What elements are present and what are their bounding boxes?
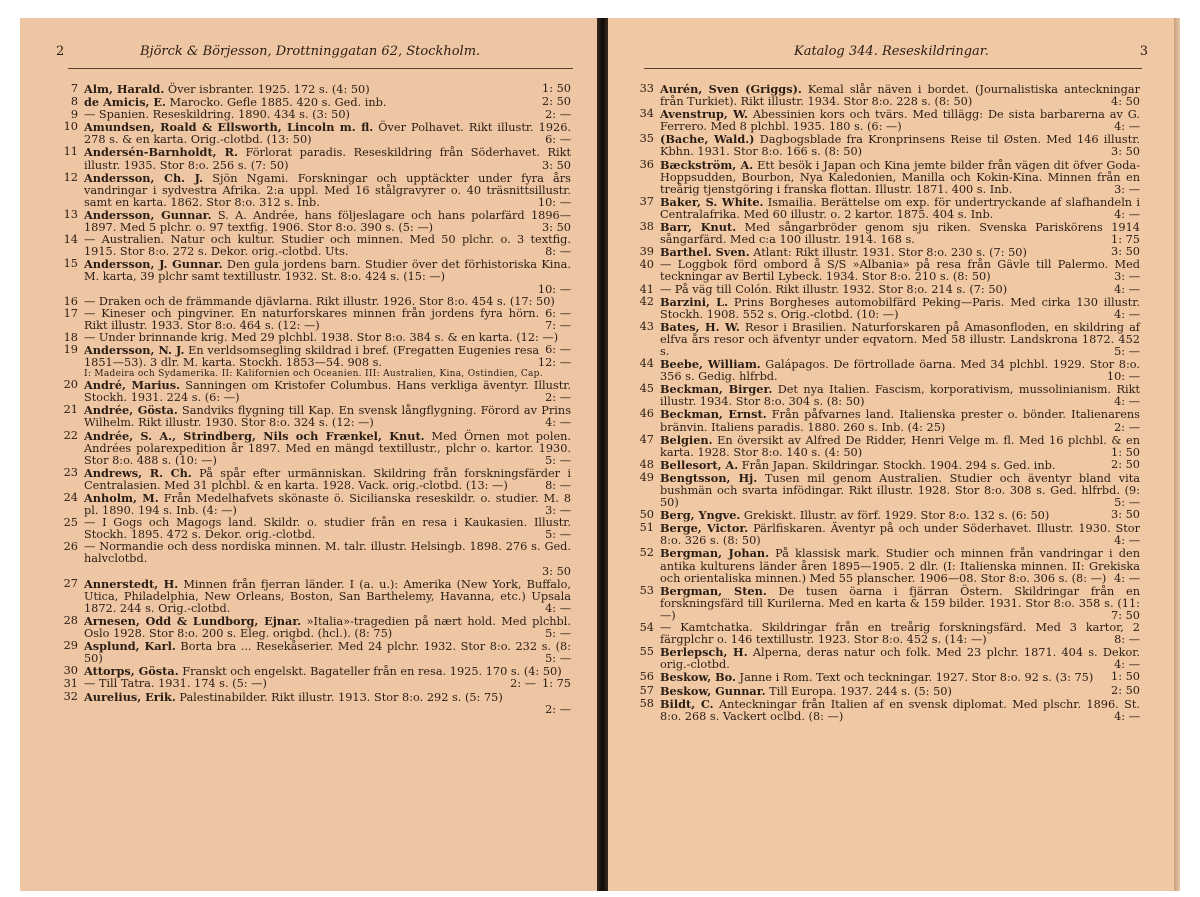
entry-number: 28 <box>63 613 78 627</box>
entry-description: Från Japan. Skildringar. Stockh. 1904. 294 s. Ged. inb. <box>738 458 1056 472</box>
entry-author: André, Marius. <box>84 378 181 393</box>
entry-number: 10 <box>63 120 78 134</box>
entry-number: 35 <box>639 132 654 146</box>
catalog-entry <box>639 645 1142 672</box>
entry-number: 58 <box>639 696 654 710</box>
entry-price: 4: — <box>1114 658 1140 672</box>
catalog-entry <box>639 357 1142 384</box>
entry-number: 43 <box>639 319 654 333</box>
entry-price: 2: 50 <box>1111 683 1140 697</box>
entry-number: 51 <box>639 521 654 535</box>
catalog-entry <box>63 639 573 666</box>
entry-author: Bildt, C. <box>660 696 714 711</box>
catalog-entry <box>639 470 1142 510</box>
entry-number: 34 <box>639 107 654 121</box>
entry-author: Beskow, Bo. <box>660 670 736 685</box>
entry-description: Pärlfiskaren. Äventyr på och under Söderhavet. Illustr. 1930. Stor 8:o. 326 s. (8: 50) <box>660 522 1140 548</box>
entry-number: 26 <box>63 540 78 554</box>
catalog-entry <box>63 689 573 716</box>
entry-price: 2: — <box>545 702 571 716</box>
entry-description: Tusen mil genom Australien. Studier och äventyr bland vita bushmän och svarta infödingar. Rikt illustr. 1928. Stor 8:o. 308 s. Ged. hlfrbd. (9: 50) <box>660 471 1140 510</box>
entry-number: 33 <box>639 82 654 95</box>
entry-price: 1: 50 <box>1111 670 1140 684</box>
entry-number: 20 <box>63 378 78 392</box>
entry-price: 3: — <box>545 504 571 518</box>
entry-author: Beckman, Birger. <box>660 382 773 397</box>
catalog-entry <box>63 576 573 615</box>
entry-number: 29 <box>63 639 78 653</box>
entry-description: — Till Tatra. 1931. 174 s. (5: —) <box>84 677 267 691</box>
entry-author: Baker, S. White. <box>660 194 764 209</box>
catalog-entry <box>639 82 1142 109</box>
entry-author: Berge, Victor. <box>660 521 749 536</box>
book-gutter <box>597 18 608 891</box>
entry-description: Till Europa. 1937. 244 s. (5: 50) <box>765 684 952 698</box>
entry-author: Bergman, Sten. <box>660 583 767 598</box>
entry-author: Bellesort, A. <box>660 457 739 472</box>
entry-author: Andersson, Gunnar. <box>84 207 212 222</box>
catalog-entry <box>639 683 1142 698</box>
entry-author: Amundsen, Roald & Ellsworth, Lincoln m. fl. <box>84 120 374 135</box>
entry-price: 10: — <box>537 195 571 209</box>
entry-price: 7: 50 <box>1111 608 1140 622</box>
entry-number: 39 <box>639 245 654 259</box>
entry-number: 27 <box>63 576 78 590</box>
catalog-entry <box>639 407 1142 434</box>
right-page <box>608 18 1180 891</box>
entry-number: 38 <box>639 220 654 234</box>
entry-author: de Amicis, E. <box>84 95 166 110</box>
entry-author: Barthel. Sven. <box>660 245 750 260</box>
entry-description: — Draken och de främmande djävlarna. Rikt illustr. 1926. Stor 8:o. 454 s. (17: 50) <box>84 294 555 308</box>
entry-author: Andrews, R. Ch. <box>84 465 192 480</box>
catalog-entry <box>63 613 573 641</box>
entry-number: 56 <box>639 670 654 684</box>
entry-description: — I Gogs och Magogs land. Skildr. o. studier från en resa i Kaukasien. Illustr. Stockh. 1895. 472 s. Dekor. orig.-clotbd. <box>84 516 571 542</box>
entry-description: Borta bra ... Resekåserier. Med 24 plchr. 1932. Stor 8:o. 232 s. (8: 50) <box>84 640 572 666</box>
entry-price: 2: 50 <box>542 95 571 109</box>
entry-description: Ett besök i Japan och Kina jemte bilder från vägen dit öfver Goda-Hoppsudden, Bourbon, Nya Kaledonien, Manilla och Kokin-Kina. Minnen från en treårig tjenstgöring i franska flottan. Illustr. 1871. 400 s. Inb. <box>660 158 1141 196</box>
catalog-entry <box>639 220 1142 247</box>
catalog-entry <box>63 342 573 380</box>
entry-number: 36 <box>639 157 654 171</box>
entry-price: 1: 75 <box>542 677 571 691</box>
entry-description: På spår efter urmänniskan. Skildring från forskningsfärder i Centralasien. Med 31 plchbl. & en karta. 1928. Vack. orig.-clotbd. (13: —) <box>84 466 571 492</box>
entry-number: 30 <box>63 664 78 678</box>
entry-description: Franskt och engelskt. Bagateller från en resa. 1925. 170 s. (4: 50) <box>178 665 562 679</box>
catalog-entry <box>639 258 1142 284</box>
entry-number: 23 <box>63 465 78 479</box>
entry-price: 1: 50 <box>1111 445 1140 459</box>
entry-number: 48 <box>639 457 654 471</box>
entry-description: Sjön Ngami. Forskningar och upptäckter under fyra års vandringar i sydvestra Afrika. 2:a uppl. Med 16 stålgravyrer o. 40 träsnittsillustr. samt en karta. 1862. Stor 8:o. 312 s. Inb. <box>84 171 571 209</box>
entry-price: 10: — <box>537 282 571 296</box>
catalog-entry <box>639 621 1142 647</box>
entry-description: Med sångarbröder genom sju riken. Svenska Pariskörens 1914 sångarfärd. Med c:a 100 illustr. 1914. 168 s. <box>660 221 1140 247</box>
entry-price: 4: — <box>545 416 571 430</box>
entry-author: Andersson, J. Gunnar. <box>84 257 223 272</box>
catalog-entry <box>639 132 1142 159</box>
entry-description: — Loggbok förd ombord å S/S »Albania» på resa från Gävle till Palermo. Med teckningar av Bertil Lybeck. 1934. Stor 8:o. 210 s. (8: 50) <box>660 258 1140 284</box>
entry-description: — Australien. Natur och kultur. Studier och minnen. Med 50 plchr. o. 3 textfig. 1915. Stor 8:o. 272 s. Dekor. orig.-clotbd. Uts. <box>84 233 571 259</box>
entry-price: 3: — <box>1114 270 1140 284</box>
entry-volume-note: I: Madeira och Sydamerika. II: Kalifornien och Oceanien. III: Australien, Kina, Ostindien, Cap. <box>84 369 543 380</box>
catalog-entry <box>63 120 573 147</box>
entry-price: 4: — <box>1114 307 1140 321</box>
page-edge <box>1174 18 1180 891</box>
entry-description: Minnen från fjerran länder. I (a. u.): Amerika (New York, Buffalo, Utica, Philadelphia, New Orleans, Boston, San Barthelemy, Havanna, etc.) Upsala 1872. 244 s. Orig.-clotbd. <box>84 577 571 615</box>
entry-author: Aurén, Sven (Griggs). <box>660 82 802 96</box>
entry-author: Attorps, Gösta. <box>84 664 179 679</box>
entry-price: 1: 50 <box>542 82 571 95</box>
left-running-title: Björck & Börjesson, Drottninggatan 62, Stockholm. <box>140 44 481 59</box>
entry-author: Arnesen, Odd & Lundborg, Ejnar. <box>84 613 302 628</box>
entry-description: Grekiskt. Illustr. av förf. 1929. Stor 8:o. 132 s. (6: 50) <box>740 509 1050 523</box>
entry-price: 8: — <box>1114 633 1140 647</box>
entry-number: 31 <box>63 677 78 691</box>
entry-description: S. A. Andrée, hans följeslagare och hans polarfärd 1896—1897. Med 5 plchr. o. 97 textfig. 1906. Stor 8:o. 390 s. (5: —) <box>84 208 571 235</box>
entry-number: 12 <box>63 170 78 184</box>
entry-price: 4: — <box>1114 571 1140 585</box>
entry-author: Andersson, Ch. J. <box>84 170 204 185</box>
entry-author: Barzini, L. <box>660 294 729 309</box>
catalog-entry <box>63 170 573 209</box>
entry-description: Sandviks flygning till Kap. En svensk långflygning. Förord av Prins Wilhelm. Rikt illustr. 1930. Stor 8:o. 324 s. (12: —) <box>84 404 571 430</box>
entry-description: Med Örnen mot polen. Andrées polarexpedition år 1897. Med en mängd textillustr., plchr o. kartor. 1930. Stor 8:o. 488 s. (10: —) <box>84 429 572 467</box>
entry-author: Avenstrup, W. <box>660 107 748 122</box>
entry-description: En översikt av Alfred De Ridder, Henri Velge m. fl. Med 16 plchbl. & en karta. 1928. Stor 8:o. 140 s. (4: 50) <box>660 433 1140 459</box>
entry-description: Den gula jordens barn. Studier över det förhistoriska Kina. M. karta, 39 plchr samt textillustr. 1932. St. 8:o. 424 s. (15: —) <box>84 258 571 284</box>
entry-price: 3: 50 <box>542 564 571 578</box>
entry-price: 5: — <box>1114 344 1140 358</box>
catalog-entry <box>639 294 1142 321</box>
catalog-entry <box>63 145 573 172</box>
entry-description: Över Polhavet. Rikt illustr. 1926. 278 s. & en karta. Orig.-clotbd. (13: 50) <box>84 121 572 147</box>
entry-number: 13 <box>63 207 78 221</box>
entry-author: Berg, Yngve. <box>660 508 741 523</box>
entry-author: Beebe, William. <box>660 357 761 372</box>
catalog-entry <box>63 516 573 542</box>
entry-description: Abessinien kors och tvärs. Med tillägg: De sista barbarerna av G. Ferrero. Med 8 plchbl. 1935. 180 s. (6: —) <box>660 108 1141 134</box>
entry-number: 9 <box>70 108 78 122</box>
entry-number: 46 <box>639 407 654 421</box>
entry-number: 7 <box>70 82 78 95</box>
left-page <box>20 18 597 891</box>
entry-description: Alperna, deras natur och folk. Med 23 plchr. 1871. 404 s. Dekor. orig.-clotbd. <box>660 646 1140 672</box>
entry-description: Dagbogsblade fra Kronprinsens Reise til Østen. Med 146 illustr. Kbhn. 1931. Stor 8:o. 166 s. (8: 50) <box>660 133 1140 159</box>
catalog-entry <box>639 382 1142 409</box>
entry-number: 24 <box>63 491 78 504</box>
entry-number: 18 <box>63 330 78 344</box>
entry-description: Över isbranter. 1925. 172 s. (4: 50) <box>164 83 370 96</box>
entry-price: 2: 50 <box>1111 457 1140 471</box>
entry-author: Beskow, Gunnar. <box>660 683 766 698</box>
entry-price: 5: — <box>545 627 571 641</box>
catalog-entry <box>639 319 1142 358</box>
catalog-entry <box>63 233 573 259</box>
entry-author: (Bache, Wald.) <box>660 132 755 147</box>
entry-number: 15 <box>63 257 78 271</box>
catalog-entry <box>639 521 1142 548</box>
entry-description: På klassisk mark. Studier och minnen från vandringar i den antika kulturens länder åren 1895—1905. 2 dlr. (I: Italienska minnen. II: Grekiska och orientaliska minnen.) Med 55 planscher. 1906—08. Stor 8:o. 306 s. (8: —) <box>660 547 1140 585</box>
entry-price: 7: — <box>545 318 571 332</box>
catalog-spread <box>20 18 1180 891</box>
entry-author: Bergman, Johan. <box>660 546 770 561</box>
entry-price: 2: — <box>510 677 537 691</box>
right-page-number: 3 <box>1139 44 1148 59</box>
entry-number: 11 <box>63 145 78 159</box>
entry-description: Galápagos. De förtrollade öarna. Med 34 plchbl. 1929. Stor 8:o. 356 s. Gedig. hlfrbd. <box>660 358 1140 384</box>
entry-description: Ismailia. Berättelse om exp. för undertryckande af slafhandeln i Centralafrika. Med 60 illustr. o. 2 kartor. 1875. 404 s. Inb. <box>660 195 1140 221</box>
entry-description: Palestinabilder. Rikt illustr. 1913. Stor 8:o. 292 s. (5: 75) <box>175 690 503 704</box>
catalog-entry <box>639 696 1142 723</box>
left-page-header <box>56 38 573 69</box>
entry-price: 1: 75 <box>1111 233 1140 247</box>
catalog-entry <box>63 428 573 467</box>
entry-number: 57 <box>639 683 654 697</box>
entry-price: 4: — <box>1114 282 1140 296</box>
entry-description: — Normandie och dess nordiska minnen. M. talr. illustr. Helsingb. 1898. 276 s. Ged. halvclotbd. <box>84 540 571 566</box>
entry-author: Barr, Knut. <box>660 220 737 235</box>
left-entry-list <box>63 82 573 716</box>
right-running-title: Katalog 344. Reseskildringar. <box>794 44 989 59</box>
entry-price: 2: — <box>545 108 571 122</box>
entry-number: 8 <box>70 95 78 109</box>
entry-description: Janne i Rom. Text och teckningar. 1927. Stor 8:o. 92 s. (3: 75) <box>735 671 1094 685</box>
entry-author: Andrée, S. A., Strindberg, Nils och Frænkel, Knut. <box>84 428 425 443</box>
entry-author: Andersson, N. J. <box>84 342 185 357</box>
left-page-number: 2 <box>56 44 65 59</box>
entry-description: — Spanien. Reseskildring. 1890. 434 s. (3: 50) <box>84 108 350 122</box>
entry-price: 3: 50 <box>1111 508 1140 522</box>
entry-number: 53 <box>639 583 654 597</box>
entry-description: — Kineser och pingviner. En naturforskares minnen från jordens fyra hörn. Rikt illustr. 1933. Stor 8:o. 464 s. (12: —) <box>84 306 540 332</box>
entry-description: Anteckningar från Italien af en svensk diplomat. Med plschr. 1896. St. 8:o. 268 s. Vackert oclbd. (8: —) <box>660 697 1140 723</box>
right-entry-list <box>639 82 1142 723</box>
catalog-entry <box>639 194 1142 221</box>
entry-author: Beckman, Ernst. <box>660 407 767 422</box>
entry-author: Andersén-Barnholdt, R. <box>84 145 238 160</box>
entry-author: Alm, Harald. <box>84 82 165 96</box>
entry-description: Från påfvarnes land. Italienska prester o. bönder. Italienarens bränvin. Italiens paradis. 1880. 260 s. Inb. (4: 25) <box>660 408 1140 434</box>
entry-author: Belgien. <box>660 432 713 447</box>
entry-author: Bæckström, A. <box>660 157 754 172</box>
entry-price: 3: 50 <box>1111 245 1140 259</box>
entry-number: 19 <box>63 342 78 356</box>
entry-price: 2: — <box>1114 420 1140 434</box>
catalog-entry <box>639 107 1142 134</box>
entry-price: 3: 50 <box>542 221 571 235</box>
entry-price: 5: — <box>545 453 571 467</box>
entry-description: — Kamtchatka. Skildringar från en treårig forskningsfärd. Med 3 kartor, 2 färgplchr o. 146 textillustr. 1923. Stor 8:o. 452 s. (14: —) <box>660 621 1140 647</box>
entry-number: 41 <box>639 282 654 296</box>
entry-price: 6: — <box>545 133 571 147</box>
entry-description: Kemal slår näven i bordet. (Journalistiska anteckningar från Turkiet). Rikt illustr. 1934. Stor 8:o. 228 s. (8: 50) <box>660 83 1140 109</box>
entry-price: 3: 50 <box>1111 145 1140 159</box>
entry-author: Anholm, M. <box>84 491 159 505</box>
entry-number: 54 <box>639 621 654 635</box>
entry-author: Berlepsch, H. <box>660 645 748 660</box>
entry-description: Från Medelhafvets skönaste ö. Sicilianska reseskildr. o. studier. M. 8 pl. 1890. 194 s. Inb. (4: —) <box>84 492 572 518</box>
entry-number: 17 <box>63 306 78 320</box>
entry-price: 10: — <box>1106 370 1140 384</box>
entry-number: 25 <box>63 516 78 530</box>
entry-description: De tusen öarna i fjärran Östern. Skildringar från en forskningsfärd till Kurilerna. Med en karta & 159 bilder. 1931. Stor 8:o. 358 s. (11: —) <box>660 584 1140 622</box>
entry-price: 4: — <box>1114 709 1140 723</box>
entry-description: En verldsomsegling skildrad i bref. (Fregatten Eugenies resa 1851—53). 3 dlr. M. karta. Stockh. 1853—54. 908 s. <box>84 343 540 370</box>
catalog-entry <box>639 583 1142 622</box>
catalog-entry <box>639 546 1142 585</box>
entry-price: 4: — <box>1114 120 1140 134</box>
catalog-entry <box>63 207 573 235</box>
entry-description: Resor i Brasilien. Naturforskaren på Amasonfloden, en skildring af elfva års resor och äfventyr under eqvatorn. Med 58 illustr. Landskrona 1872. 452 s. <box>660 320 1140 358</box>
entry-price: 6: — <box>545 342 571 356</box>
catalog-entry <box>63 465 573 492</box>
entry-number: 55 <box>639 645 654 659</box>
entry-number: 50 <box>639 508 654 522</box>
entry-author: Annerstedt, H. <box>84 576 179 591</box>
catalog-entry <box>63 491 573 518</box>
entry-description: Prins Borgheses automobilfärd Peking—Paris. Med cirka 130 illustr. Stockh. 1908. 552 s. Orig.-clotbd. (10: —) <box>660 295 1141 321</box>
entry-description: Sanningen om Kristofer Columbus. Hans verkliga äventyr. Illustr. Stockh. 1931. 224 s. (6: —) <box>84 379 571 405</box>
entry-number: 47 <box>639 432 654 446</box>
entry-price: 5: — <box>545 652 571 666</box>
catalog-entry <box>639 157 1142 196</box>
entry-price: 8: — <box>545 245 571 259</box>
catalog-entry <box>63 403 573 430</box>
entry-author: Andrée, Gösta. <box>84 403 178 418</box>
entry-description: Förlorat paradis. Reseskildring från Söderhavet. Rikt illustr. 1935. Stor 8:o. 256 s. (7: 50) <box>84 146 571 172</box>
catalog-entry <box>63 306 573 332</box>
entry-number: 52 <box>639 546 654 560</box>
entry-price: 3: — <box>1114 182 1140 196</box>
entry-price: 5: — <box>545 528 571 542</box>
entry-price: 6: — <box>545 306 571 320</box>
entry-number: 22 <box>63 428 78 442</box>
entry-number: 14 <box>63 233 78 247</box>
entry-price: 2: — <box>545 391 571 405</box>
entry-author: Bengtsson, Hj. <box>660 470 758 485</box>
entry-number: 44 <box>639 357 654 371</box>
entry-number: 40 <box>639 258 654 272</box>
entry-number: 37 <box>639 194 654 208</box>
entry-number: 42 <box>639 294 654 308</box>
entry-description: »Italia»-tragedien på nært hold. Med plchbl. Oslo 1928. Stor 8:o. 200 s. Eleg. origbd. (hcl.). (8: 75) <box>84 614 571 641</box>
entry-price: 4: — <box>1114 534 1140 548</box>
entry-price: 4: — <box>545 601 571 615</box>
entry-price: 12: — <box>537 356 571 370</box>
catalog-entry <box>63 378 573 405</box>
entry-author: Bates, H. W. <box>660 319 740 334</box>
entry-description: Marocko. Gefle 1885. 420 s. Ged. inb. <box>165 96 387 110</box>
entry-description: Atlant: Rikt illustr. 1931. Stor 8:o. 230 s. (7: 50) <box>749 246 1027 260</box>
entry-price: 3: 50 <box>542 158 571 172</box>
entry-price: 4: — <box>1114 395 1140 409</box>
entry-number: 16 <box>63 294 78 308</box>
entry-number: 45 <box>639 382 654 396</box>
entry-author: Aurelius, Erik. <box>84 689 176 704</box>
entry-number: 32 <box>63 689 78 703</box>
entry-price: 4: — <box>1114 207 1140 221</box>
entry-description: — Under brinnande krig. Med 29 plchbl. 1938. Stor 8:o. 384 s. & en karta. (12: —) <box>84 330 559 344</box>
entry-author: Asplund, Karl. <box>84 639 176 654</box>
entry-price: 4: 50 <box>1111 95 1140 109</box>
entry-price: 5: — <box>1114 496 1140 510</box>
catalog-entry <box>63 540 573 578</box>
entry-description: — På väg till Colón. Rikt illustr. 1932. Stor 8:o. 214 s. (7: 50) <box>660 282 1008 296</box>
right-page-header <box>644 38 1148 69</box>
catalog-entry <box>639 432 1142 459</box>
entry-number: 49 <box>639 470 654 484</box>
entry-price: 8: — <box>545 478 571 492</box>
entry-number: 21 <box>63 403 78 417</box>
catalog-entry <box>63 257 573 296</box>
entry-description: Det nya Italien. Fascism, korporativism, mussolinianism. Rikt illustr. 1934. Stor 8:o. 304 s. (8: 50) <box>660 383 1140 409</box>
